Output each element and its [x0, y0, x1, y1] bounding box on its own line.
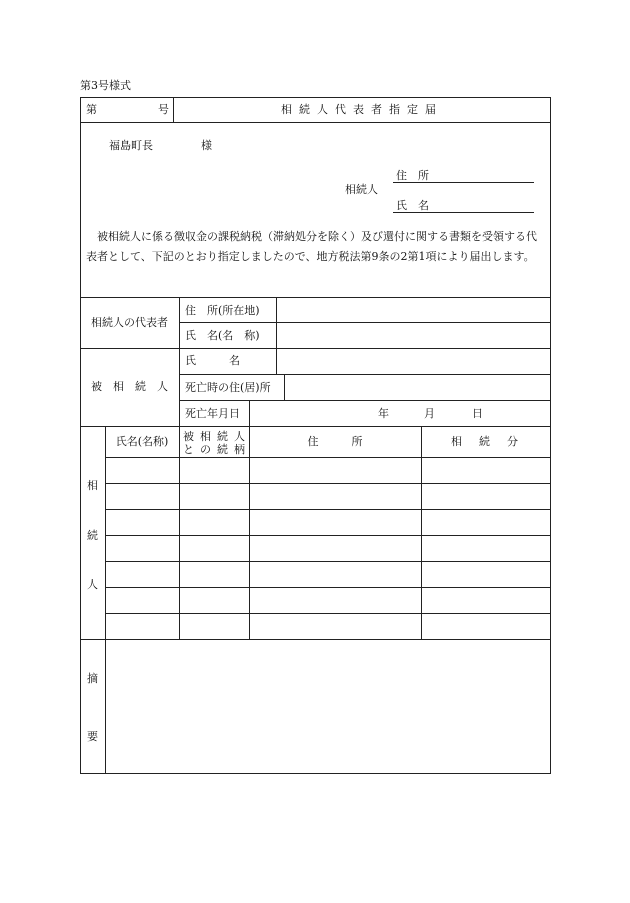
- number-label-right: 号: [158, 103, 169, 116]
- representative-name-field[interactable]: [277, 323, 550, 347]
- deceased-address-label: 死亡時の住(居)所: [185, 381, 271, 394]
- divider: [179, 297, 180, 426]
- col-relation-header-line1: 被相続人: [183, 430, 245, 443]
- heirs-side-label-2: 続: [87, 529, 98, 542]
- death-month-label: 月: [424, 407, 435, 420]
- honorific: 様: [201, 139, 212, 152]
- deceased-address-field[interactable]: [285, 375, 550, 399]
- death-year-label: 年: [378, 407, 389, 420]
- divider: [80, 122, 551, 123]
- representative-label: 相続人の代表者: [91, 315, 168, 329]
- table-row[interactable]: [106, 458, 550, 483]
- divider: [249, 400, 250, 426]
- table-row[interactable]: [106, 588, 550, 613]
- form-number: 第3号様式: [80, 79, 131, 92]
- col-address-header: 住 所: [307, 434, 363, 448]
- representative-address-field[interactable]: [277, 298, 550, 322]
- applicant-address-label: 住 所: [396, 169, 429, 182]
- remarks-field[interactable]: [106, 640, 550, 773]
- death-date-label: 死亡年月日: [185, 407, 240, 420]
- recipient: 福島町長: [109, 139, 153, 152]
- heirs-side-label-3: 人: [87, 578, 98, 591]
- col-relation-header-line2: との続柄: [183, 443, 245, 456]
- table-row[interactable]: [106, 510, 550, 535]
- death-day-label: 日: [472, 407, 483, 420]
- deceased-label: 被 相 続 人: [91, 380, 168, 394]
- deceased-name-label-wrap: [185, 355, 270, 366]
- applicant-name-label: 氏 名: [396, 199, 429, 212]
- heirs-side-label-1: 相: [87, 479, 98, 492]
- body-text: 被相続人に係る徴収金の課税納税（滞納処分を除く）及び還付に関する書類を受領する代表者として、下記のとおり指定しましたので、地方税法第9条の2第1項により届出します。: [86, 230, 537, 263]
- table-row[interactable]: [106, 484, 550, 509]
- col-name-header: 氏名(名称): [115, 434, 169, 448]
- applicant-label: 相続人: [345, 183, 378, 196]
- divider: [179, 400, 551, 401]
- representative-name-label: 氏 名(名 称): [185, 329, 260, 342]
- applicant-name-line[interactable]: [393, 212, 534, 213]
- remarks-side-label-2: 要: [87, 730, 98, 743]
- table-row[interactable]: [106, 536, 550, 561]
- col-relation-header: [183, 430, 245, 456]
- representative-address-label: 住 所(所在地): [185, 304, 260, 317]
- deceased-name-field[interactable]: [277, 349, 550, 373]
- table-row[interactable]: [106, 614, 550, 639]
- number-label-left: 第: [86, 103, 97, 116]
- form-title: 相続人代表者指定届: [281, 102, 443, 116]
- deceased-name-label: 氏 名: [185, 354, 240, 367]
- remarks-side-label-1: 摘: [87, 672, 98, 685]
- applicant-address-line[interactable]: [393, 182, 534, 183]
- col-share-header: 相 続 分: [451, 434, 521, 448]
- table-row[interactable]: [106, 562, 550, 587]
